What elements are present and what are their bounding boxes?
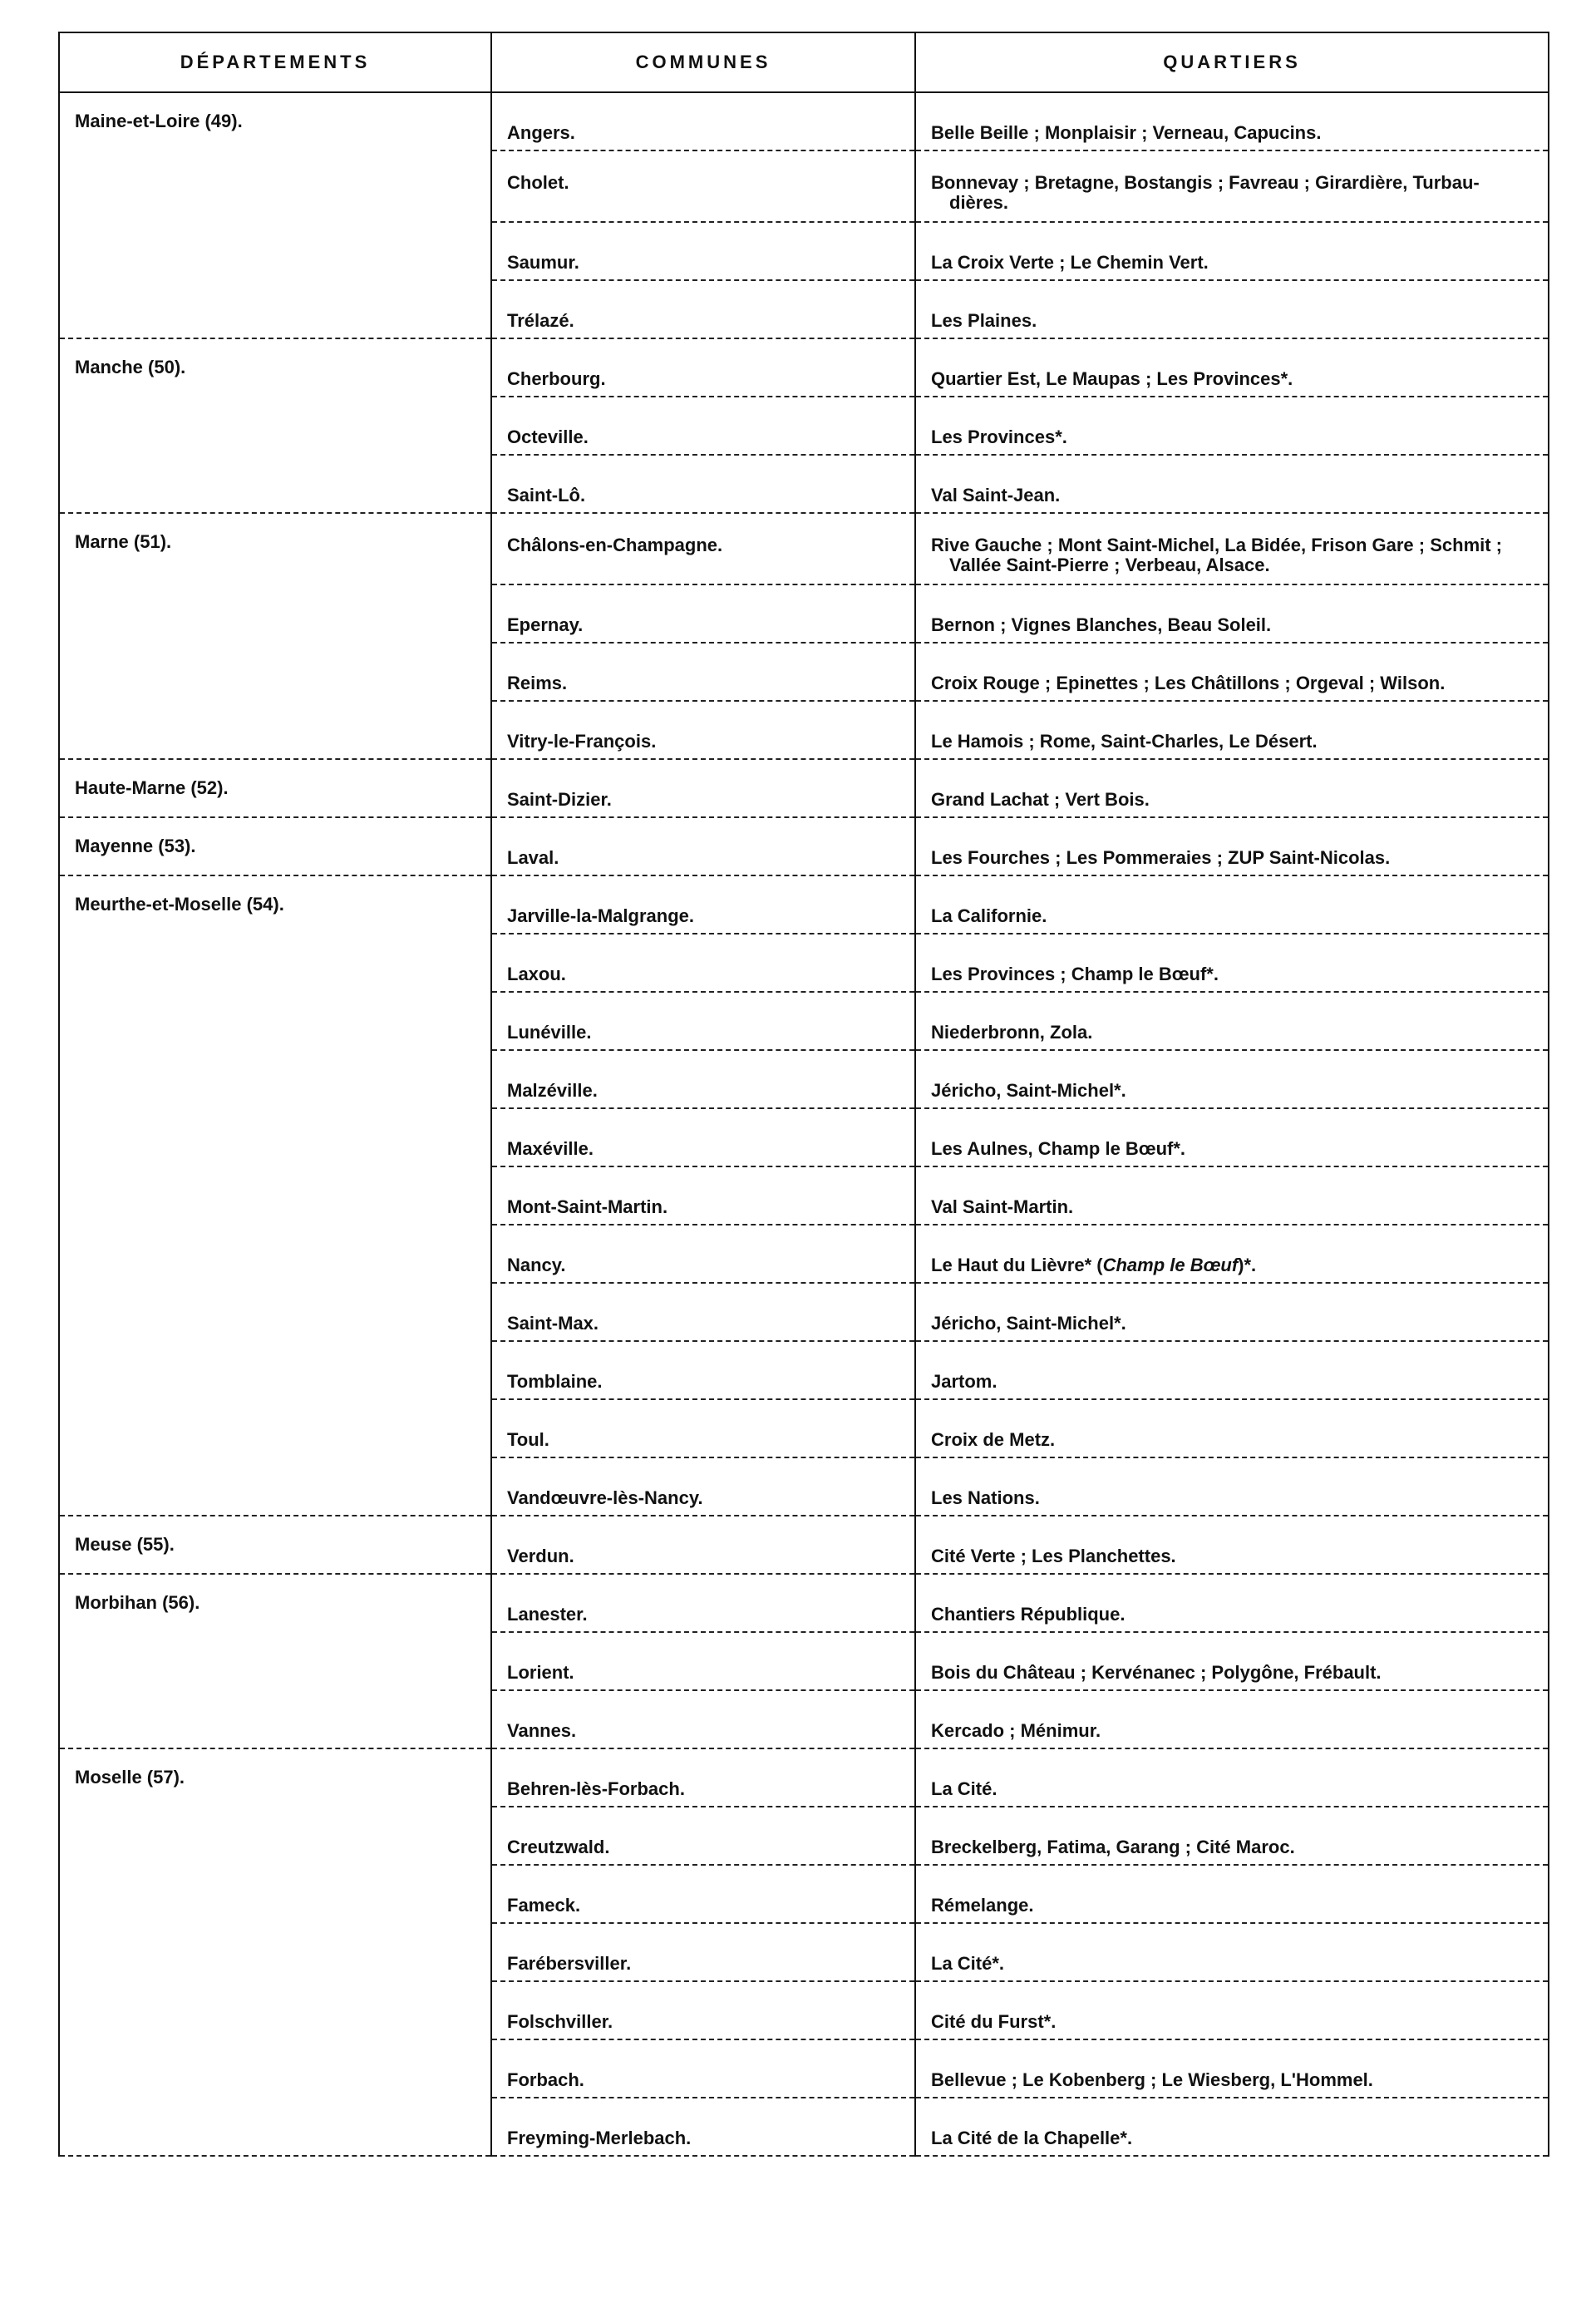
quartiers-text: Cité du Furst*. <box>931 2011 1057 2032</box>
quartiers-cell <box>915 338 1549 397</box>
commune-cell: Malzéville. <box>491 1050 915 1108</box>
commune-cell: Cherbourg. <box>491 338 915 397</box>
commune-cell: Verdun. <box>491 1516 915 1574</box>
commune-cell: Saint-Dizier. <box>491 759 915 817</box>
commune-cell: Lanester. <box>491 1574 915 1632</box>
table-row <box>59 92 1549 150</box>
quartiers-cell <box>915 701 1549 759</box>
commune-cell: Tomblaine. <box>491 1341 915 1399</box>
table-row <box>59 759 1549 817</box>
quartiers-text: Les Nations. <box>931 1487 1040 1508</box>
quartiers-continuation-text: Vallée Saint-Pierre ; Verbeau, Alsace. <box>949 555 1270 575</box>
quartiers-cell <box>915 1516 1549 1574</box>
quartiers-text: La Cité de la Chapelle*. <box>931 2128 1133 2148</box>
commune-cell: Farébersviller. <box>491 1923 915 1981</box>
commune-cell: Vandœuvre-lès-Nancy. <box>491 1457 915 1516</box>
commune-cell: Châlons-en-Champagne. <box>491 513 915 584</box>
quartiers-cell <box>915 934 1549 992</box>
departement-cell: Marne (51). <box>59 513 491 759</box>
header-quartiers: QUARTIERS <box>915 32 1549 92</box>
quartiers-text: Rive Gauche ; Mont Saint-Michel, La Bidée, Frison Gare ; Schmit ; <box>931 535 1503 555</box>
commune-cell: Trélazé. <box>491 280 915 338</box>
quartiers-text: Bellevue ; Le Kobenberg ; Le Wiesberg, L'Hommel. <box>931 2069 1373 2090</box>
commune-cell: Lorient. <box>491 1632 915 1690</box>
quartiers-text: Niederbronn, Zola. <box>931 1022 1093 1043</box>
quartiers-cell <box>915 280 1549 338</box>
commune-cell: Mont-Saint-Martin. <box>491 1166 915 1225</box>
quartiers-text: Belle Beille ; Monplaisir ; Verneau, Capucins. <box>931 122 1322 143</box>
zones-table <box>58 32 1549 2157</box>
quartiers-text: Bernon ; Vignes Blanches, Beau Soleil. <box>931 614 1272 635</box>
quartiers-text: La Croix Verte ; Le Chemin Vert. <box>931 252 1209 273</box>
quartiers-text: La Cité*. <box>931 1953 1005 1974</box>
departement-cell: Morbihan (56). <box>59 1574 491 1748</box>
header-communes: COMMUNES <box>491 32 915 92</box>
quartiers-cell <box>915 92 1549 150</box>
departement-cell: Moselle (57). <box>59 1748 491 2156</box>
quartiers-text: Croix Rouge ; Epinettes ; Les Châtillons ; Orgeval ; Wilson. <box>931 673 1446 693</box>
quartiers-cell <box>915 875 1549 934</box>
quartiers-cell <box>915 1923 1549 1981</box>
commune-cell: Vannes. <box>491 1690 915 1748</box>
table-row <box>59 1748 1549 1807</box>
quartiers-cell <box>915 1807 1549 1865</box>
quartiers-cell <box>915 817 1549 875</box>
departement-cell: Maine-et-Loire (49). <box>59 92 491 338</box>
quartiers-cell <box>915 584 1549 643</box>
commune-cell: Vitry-le-François. <box>491 701 915 759</box>
quartiers-text: Les Plaines. <box>931 310 1037 331</box>
quartiers-text: Grand Lachat ; Vert Bois. <box>931 789 1150 810</box>
quartiers-text: La Cité. <box>931 1778 998 1799</box>
quartiers-italic-text: Champ le Bœuf <box>1102 1255 1239 1275</box>
quartiers-tail-text: )*. <box>1238 1255 1257 1275</box>
quartiers-text: Val Saint-Martin. <box>931 1196 1074 1217</box>
quartiers-cell <box>915 1283 1549 1341</box>
quartiers-continuation-text: dières. <box>949 192 1008 213</box>
quartiers-cell <box>915 1108 1549 1166</box>
quartiers-text: Jéricho, Saint-Michel*. <box>931 1313 1126 1334</box>
departement-cell: Mayenne (53). <box>59 817 491 875</box>
quartiers-cell <box>915 1225 1549 1283</box>
table-row <box>59 1516 1549 1574</box>
commune-cell: Laval. <box>491 817 915 875</box>
document-page <box>58 32 1548 2157</box>
quartiers-text: Breckelberg, Fatima, Garang ; Cité Maroc. <box>931 1837 1295 1857</box>
quartiers-text: Bonnevay ; Bretagne, Bostangis ; Favreau ; Girardière, Turbau- <box>931 172 1480 193</box>
table-header <box>59 32 1549 92</box>
quartiers-text: Chantiers République. <box>931 1604 1126 1625</box>
quartiers-cell <box>915 397 1549 455</box>
table-body <box>59 92 1549 2156</box>
commune-cell: Saumur. <box>491 222 915 280</box>
quartiers-cell <box>915 1341 1549 1399</box>
commune-cell: Folschviller. <box>491 1981 915 2039</box>
table-row <box>59 817 1549 875</box>
commune-cell: Behren-lès-Forbach. <box>491 1748 915 1807</box>
commune-cell: Angers. <box>491 92 915 150</box>
commune-cell: Saint-Lô. <box>491 455 915 513</box>
table-row <box>59 1574 1549 1632</box>
commune-cell: Fameck. <box>491 1865 915 1923</box>
quartiers-cell <box>915 1457 1549 1516</box>
commune-cell: Nancy. <box>491 1225 915 1283</box>
quartiers-text: Bois du Château ; Kervénanec ; Polygône, Frébault. <box>931 1662 1382 1683</box>
quartiers-text: Les Aulnes, Champ le Bœuf*. <box>931 1138 1186 1159</box>
quartiers-text: Jartom. <box>931 1371 998 1392</box>
departement-cell: Haute-Marne (52). <box>59 759 491 817</box>
quartiers-text: Les Provinces ; Champ le Bœuf*. <box>931 964 1219 984</box>
quartiers-cell <box>915 643 1549 701</box>
quartiers-cell <box>915 992 1549 1050</box>
commune-cell: Reims. <box>491 643 915 701</box>
quartiers-cell <box>915 1050 1549 1108</box>
commune-cell: Forbach. <box>491 2039 915 2098</box>
quartiers-text: Les Provinces*. <box>931 427 1067 447</box>
header-departements: DÉPARTEMENTS <box>59 32 491 92</box>
commune-cell: Freyming-Merlebach. <box>491 2098 915 2156</box>
quartiers-cell <box>915 1981 1549 2039</box>
quartiers-cell <box>915 513 1549 584</box>
quartiers-cell <box>915 1748 1549 1807</box>
commune-cell: Jarville-la-Malgrange. <box>491 875 915 934</box>
table-row <box>59 513 1549 584</box>
quartiers-cell <box>915 2098 1549 2156</box>
quartiers-cell <box>915 150 1549 222</box>
quartiers-text: Jéricho, Saint-Michel*. <box>931 1080 1126 1101</box>
departement-cell: Meurthe-et-Moselle (54). <box>59 875 491 1516</box>
quartiers-cell <box>915 1399 1549 1457</box>
commune-cell: Lunéville. <box>491 992 915 1050</box>
quartiers-text: Val Saint-Jean. <box>931 485 1061 505</box>
quartiers-cell <box>915 759 1549 817</box>
quartiers-cell <box>915 222 1549 280</box>
commune-cell: Epernay. <box>491 584 915 643</box>
quartiers-text: Le Hamois ; Rome, Saint-Charles, Le Désert. <box>931 731 1318 752</box>
quartiers-cell <box>915 1865 1549 1923</box>
commune-cell: Cholet. <box>491 150 915 222</box>
commune-cell: Maxéville. <box>491 1108 915 1166</box>
quartiers-text: La Californie. <box>931 905 1047 926</box>
commune-cell: Creutzwald. <box>491 1807 915 1865</box>
quartiers-cell <box>915 455 1549 513</box>
table-row <box>59 875 1549 934</box>
departement-cell: Meuse (55). <box>59 1516 491 1574</box>
quartiers-text: Les Fourches ; Les Pommeraies ; ZUP Saint-Nicolas. <box>931 847 1391 868</box>
commune-cell: Toul. <box>491 1399 915 1457</box>
quartiers-text: Croix de Metz. <box>931 1429 1056 1450</box>
quartiers-cell <box>915 1166 1549 1225</box>
quartiers-text: Kercado ; Ménimur. <box>931 1720 1101 1741</box>
quartiers-cell <box>915 1574 1549 1632</box>
table-row <box>59 338 1549 397</box>
quartiers-text: Quartier Est, Le Maupas ; Les Provinces*. <box>931 368 1293 389</box>
quartiers-cell <box>915 1690 1549 1748</box>
quartiers-text: Rémelange. <box>931 1895 1034 1916</box>
commune-cell: Saint-Max. <box>491 1283 915 1341</box>
quartiers-cell <box>915 1632 1549 1690</box>
departement-cell: Manche (50). <box>59 338 491 513</box>
quartiers-text: Le Haut du Lièvre* ( <box>931 1255 1103 1275</box>
commune-cell: Octeville. <box>491 397 915 455</box>
quartiers-text: Cité Verte ; Les Planchettes. <box>931 1546 1176 1566</box>
quartiers-cell <box>915 2039 1549 2098</box>
commune-cell: Laxou. <box>491 934 915 992</box>
